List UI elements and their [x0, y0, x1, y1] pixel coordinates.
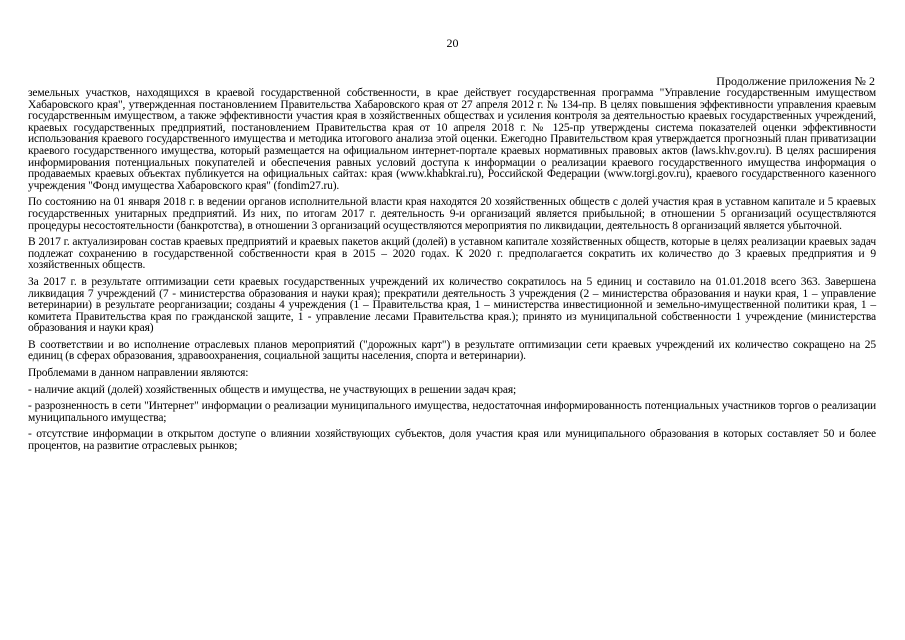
- list-item-problem-missing-market-info: - отсутствие информации в открытом доступе о влиянии хозяйствующих субъектов, доля участия края или муниципального образования в которых составляет 50 и более процентов, на развитие отраслевых рынков;: [28, 428, 876, 453]
- paragraph-institutions-optimization: За 2017 г. в результате оптимизации сети краевых государственных учреждений их количество сократилось на 5 единиц и составило на 01.01.2018 всего 363. Завершена ликвидация 7 учреждений (7 - министерства образования и науки края); прекратили деятельность 3 учреждения (2 – министерства образования и науки края, 1 – управление ветеринарии) в результате реорганизации; созданы 4 учреждения (1 – Правительства края, 1 – министерства инвестиционной и земельно-имущественной политики края, 1 – комитета Правительства края по гражданской защите, 1 - управление лесами Правительства края.); принято из муниципальной собственности 1 учреждение (министерства образования и науки края): [28, 275, 876, 335]
- paragraph-problems-heading: Проблемами в данном направлении являются:: [28, 367, 249, 380]
- paragraph-roadmaps-reduction: В соответствии и во исполнение отраслевых планов мероприятий ("дорожных карт") в результате оптимизации сети краевых учреждений их количество сокращено на 25 единиц (в сферах образования, здравоохранения, социальной защиты населения, спорта и ветеринарии).: [28, 338, 876, 363]
- appendix-continuation-note: Продолжение приложения № 2: [716, 74, 875, 88]
- paragraph-shareholdings-update: В 2017 г. актуализирован состав краевых предприятий и краевых пакетов акций (долей) в уставном капитале хозяйственных обществ, которые в целях реализации краевых задач подлежат сохранению в государственной собственности края в 2015 – 2020 годах. К 2020 г. предполагается сократить их количество до 3 краевых предприятия и 9 хозяйственных обществ.: [28, 236, 876, 272]
- paragraph-enterprises-status: По состоянию на 01 января 2018 г. в ведении органов исполнительной власти края находятся 20 хозяйственных обществ с долей участия края в уставном капитале и 5 краевых государственных унитарных предприятий. Из них, по итогам 2017 г. деятельность 9-и организаций является прибыльной; в отношении 5 организаций осуществляются процедуры несостоятельности (банкротства), в отношении 3 организаций осуществляются мероприятия по ликвидации, деятельность 8 организаций является убыточной.: [28, 196, 876, 232]
- document-body: [28, 88, 876, 458]
- list-item-problem-scattered-information: - разрозненность в сети "Интернет" информации о реализации муниципального имущества, недостаточная информированность потенциальных участников торгов о реализации муниципального имущества;: [28, 400, 876, 424]
- page-number: 20: [446, 36, 459, 50]
- list-item-problem-unused-shares: - наличие акций (долей) хозяйственных обществ и имущества, не участвующих в решении задач края;: [28, 383, 517, 396]
- paragraph-property-management-program: земельных участков, находящихся в краевой государственной собственности, в крае действует государственная программа "Управление государственным имуществом Хабаровского края", утвержденная постановлением Правительства Хабаровского края от 27 апреля 2012 г. № 134-пр. В целях повышения эффективности управления краевым государственным имуществом, а также эффективности участия края в хозяйственных обществах и усиления контроля за деятельностью краевых государственных учреждений, краевых государственных предприятий, постановлением Правительства края от 10 апреля 2018 г. № 125-пр утверждены система показателей оценки эффективности использования краевого государственного имущества и методика итогового анализа этой оценки. Ежегодно Правительством края утверждается прогнозный план приватизации краевого государственного имущества, который размещается на официальном интернет-портале краевых нормативных правовых актов (laws.khv.gov.ru). В целях расширения информирования потенциальных покупателей и обеспечения равных условий доступа к информации о реализации краевого государственного имущества информация о продаваемых краевых объектах публикуется на официальных сайтах: края (www.khabkrai.ru), Российской Федерации (www.torgi.gov.ru), краевого государственного казенного учреждения "Фонд имущества Хабаровского края" (fondim27.ru).: [28, 87, 876, 192]
